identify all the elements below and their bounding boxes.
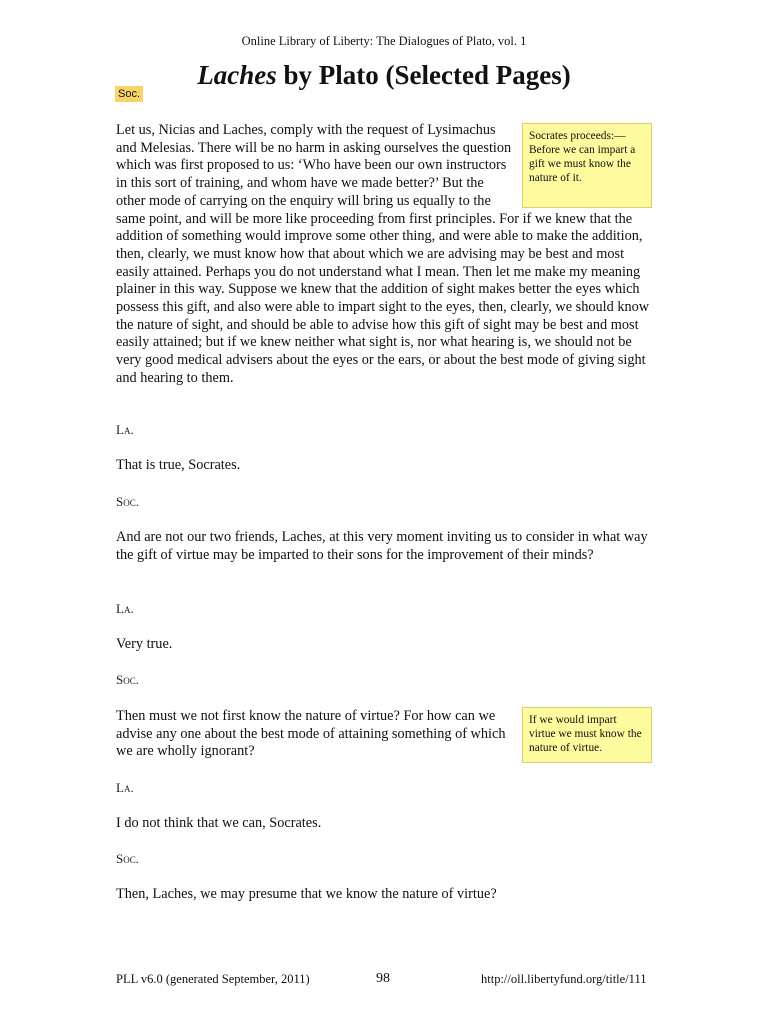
paragraph-1-text: Let us, Nicias and Laches, comply with the request of Lysimachus and Melesias. There will be no harm in asking ourselves the question which was first proposed to us: ‘Who have been our own instructors in this sort of training, and whom have we made better?’ But the other mode of carrying on the enquiry will bring us equally to the same point, and will be more like proceeding from first principles. For if we knew that the addition of something would improve some other thing, and were able to make the addition, then, clearly, we must know how that about which we are advising may be best and most easily attained. Perhaps you do not understand what I mean. Then let me make my meaning plainer in this way. Suppose we knew that the addition of sight makes better the eyes which possess this gift, and also were able to impart sight to the eyes, then, clearly, we should know the nature of sight, and should be able to advise how this gift of sight may be best and most easily attained; but if we knew neither what sight is, nor what hearing is, we should not be very good medical advisers about the eyes or the ears, or about the best mode of giving sight and hearing to them. xyxy=(116,122,650,386)
speaker-label-soc xyxy=(116,494,139,510)
speaker-la-text: La. xyxy=(116,780,134,795)
page-number: 98 xyxy=(376,971,390,986)
margin-note-2: If we would impart virtue we must know the nature of virtue. xyxy=(522,707,652,763)
paragraph-6: I do not think that we can, Socrates. xyxy=(116,815,322,831)
speaker-label-la xyxy=(116,422,134,438)
speaker-label-soc xyxy=(116,851,139,867)
note-wrap-space xyxy=(514,122,652,208)
paragraph-7: Then, Laches, we may presume that we know the nature of virtue? xyxy=(116,886,497,902)
running-head: Online Library of Liberty: The Dialogues of Plato, vol. 1 xyxy=(241,34,527,48)
speaker-soc-text: Soc. xyxy=(116,494,139,509)
footer-url[interactable]: http://oll.libertyfund.org/title/111 xyxy=(481,972,647,986)
speaker-tag-highlight: Soc. xyxy=(115,86,143,102)
speaker-soc-text: Soc. xyxy=(116,672,139,687)
paragraph-5: Then must we not first know the nature of virtue? For how can we advise any one about the best mode of attaining something of which we are wholly ignorant? xyxy=(116,708,506,760)
speaker-soc-text: Soc. xyxy=(116,851,139,866)
title-italic: Laches xyxy=(197,60,277,90)
paragraph-2: That is true, Socrates. xyxy=(116,457,241,473)
footer-left: PLL v6.0 (generated September, 2011) xyxy=(116,972,310,986)
speaker-la-text: La. xyxy=(116,422,134,437)
margin-note-1: Socrates proceeds:—Before we can impart a gift we must know the nature of it. xyxy=(522,123,652,208)
speaker-label-la xyxy=(116,601,134,617)
title-rest: by Plato (Selected Pages) xyxy=(276,60,571,90)
paragraph-3: And are not our two friends, Laches, at this very moment inviting us to consider in what way the gift of virtue may be imparted to their sons for the improvement of their minds? xyxy=(116,529,648,563)
speaker-la-text: La. xyxy=(116,601,134,616)
paragraph-4: Very true. xyxy=(116,636,173,652)
paragraph-1 xyxy=(116,122,652,388)
speaker-label-la xyxy=(116,780,134,796)
speaker-label-soc xyxy=(116,672,139,688)
